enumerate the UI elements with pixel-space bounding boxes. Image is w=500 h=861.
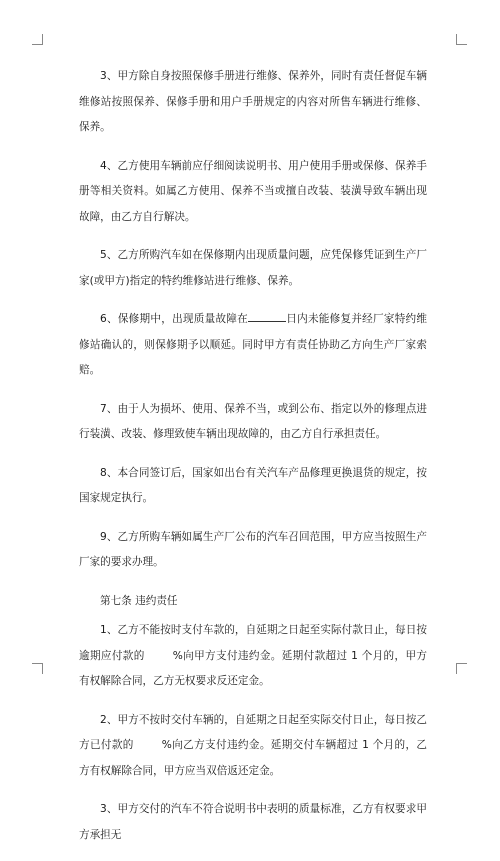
liability-1 (79, 618, 427, 695)
liability-2-after: %向乙方支付违约金。延期交付车辆超过 1 个月的，乙方有权解除合同，甲方应当双倍返还定金。 (79, 739, 427, 777)
clause-8: 8、本合同签订后，国家如出台有关汽车产品修理更换退货的规定，按国家规定执行。 (79, 466, 427, 504)
liability-2-before: 2、甲方不按时交付车辆的，自延期之日起至实际交付日止，每日按乙方已付款的 (79, 713, 427, 751)
clause-6-after: 日内未能修复并经厂家特约维修站确认的，则保修期予以顺延。同时甲方有责任协助乙方向生产厂家索赔。 (79, 313, 427, 376)
crop-mark-top-left (32, 34, 43, 45)
liability-1-after: %向甲方支付违约金。延期付款超过 1 个月的，甲方有权解除合同，乙方无权要求反还定金。 (79, 649, 427, 687)
crop-mark-top-right (456, 34, 467, 45)
clause-3: 3、甲方除自身按照保修手册进行维修、保养外，同时有责任督促车辆维修站按照保养、保修手册和用户手册规定的内容对所售车辆进行维修、保养。 (79, 70, 427, 133)
crop-mark-bottom-left (32, 663, 43, 674)
crop-mark-bottom-right (456, 663, 467, 674)
liability-2 (79, 708, 427, 785)
clause-6 (79, 307, 427, 384)
clause-4: 4、乙方使用车辆前应仔细阅读说明书、用户使用手册或保修、保养手册等相关资料。如属乙方使用、保养不当或擅自改装、装潢导致车辆出现故障，由乙方自行解决。 (79, 159, 427, 223)
liability-3: 3、甲方交付的汽车不符合说明书中表明的质量标准，乙方有权要求甲方承担无 (79, 803, 427, 841)
days-blank (248, 311, 286, 322)
clause-6-before: 6、保修期中，出现质量故障在 (100, 313, 248, 325)
article-7-heading: 第七条 违约责任 (100, 594, 178, 607)
liability-1-before: 1、乙方不能按时支付车款的，自延期之日起至实际付款日止，每日按逾期应付款的 (79, 624, 427, 662)
clause-9: 9、乙方所购车辆如属生产厂公布的汽车召回范围，甲方应当按照生产厂家的要求办理。 (79, 530, 427, 568)
clause-5: 5、乙方所购汽车如在保修期内出现质量问题，应凭保修凭证到生产厂家(或甲方)指定的特约维修站进行维修、保养。 (79, 249, 427, 287)
clause-7: 7、由于人为损坏、使用、保养不当，或到公布、指定以外的修理点进行装潢、改装、修理致使车辆出现故障的，由乙方自行承担责任。 (79, 402, 427, 440)
document-body (79, 64, 427, 861)
